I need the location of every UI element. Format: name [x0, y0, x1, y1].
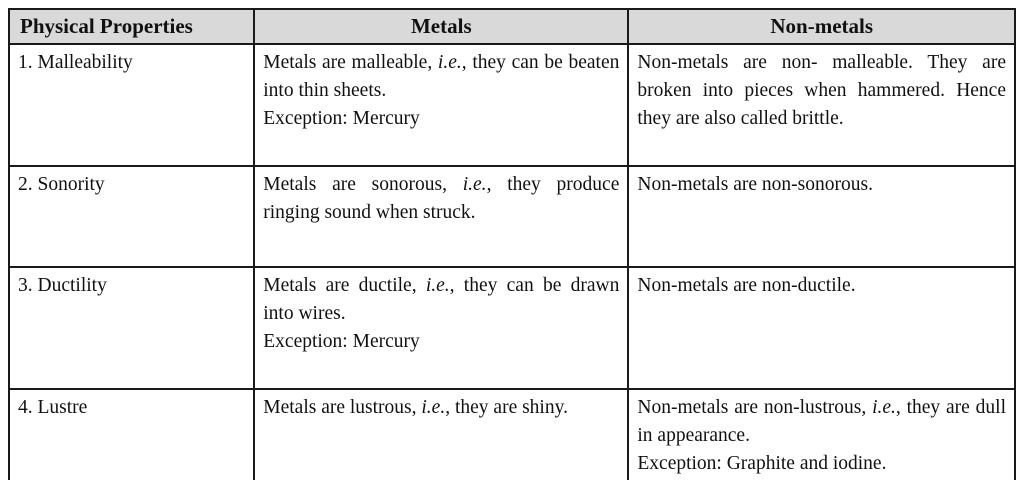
property-cell: 4. Lustre [9, 389, 254, 480]
metals-cell [254, 44, 628, 166]
property-cell: 1. Malleability [9, 44, 254, 166]
property-cell: 3. Ductility [9, 267, 254, 389]
property-cell: 2. Sonority [9, 166, 254, 267]
properties-table [8, 8, 1016, 480]
header-non-metals: Non-metals [628, 9, 1015, 44]
metals-description: Metals are malleable, i.e., they can be beaten into thin sheets. [263, 52, 620, 101]
metals-exception: Exception: Mercury [263, 331, 420, 352]
non-metals-cell: Non-metals are non-sonorous. [628, 166, 1015, 267]
metals-cell [254, 267, 628, 389]
metals-description: Metals are ductile, i.e., they can be drawn into wires. [263, 275, 620, 324]
header-row [9, 9, 1015, 44]
non-metals-description: Non-metals are non-lustrous, i.e., they are dull in appearance. [637, 397, 1006, 446]
non-metals-cell: Non-metals are non- malleable. They are broken into pieces when hammered. Hence they are also called brittle. [628, 44, 1015, 166]
metals-description: Metals are lustrous, i.e., they are shiny. [263, 397, 568, 418]
header-metals: Metals [254, 9, 628, 44]
metals-exception: Exception: Mercury [263, 108, 420, 129]
non-metals-cell: Non-metals are non-ductile. [628, 267, 1015, 389]
non-metals-exception: Exception: Graphite and iodine. [637, 453, 887, 474]
table-row-ductility [9, 267, 1015, 389]
table-row-sonority [9, 166, 1015, 267]
metals-cell [254, 389, 628, 480]
header-physical-properties: Physical Properties [9, 9, 254, 44]
metals-cell [254, 166, 628, 267]
metals-description: Metals are sonorous, i.e., they produce ringing sound when struck. [263, 174, 620, 223]
table-row-lustre [9, 389, 1015, 480]
table-row-malleability [9, 44, 1015, 166]
non-metals-cell [628, 389, 1015, 480]
